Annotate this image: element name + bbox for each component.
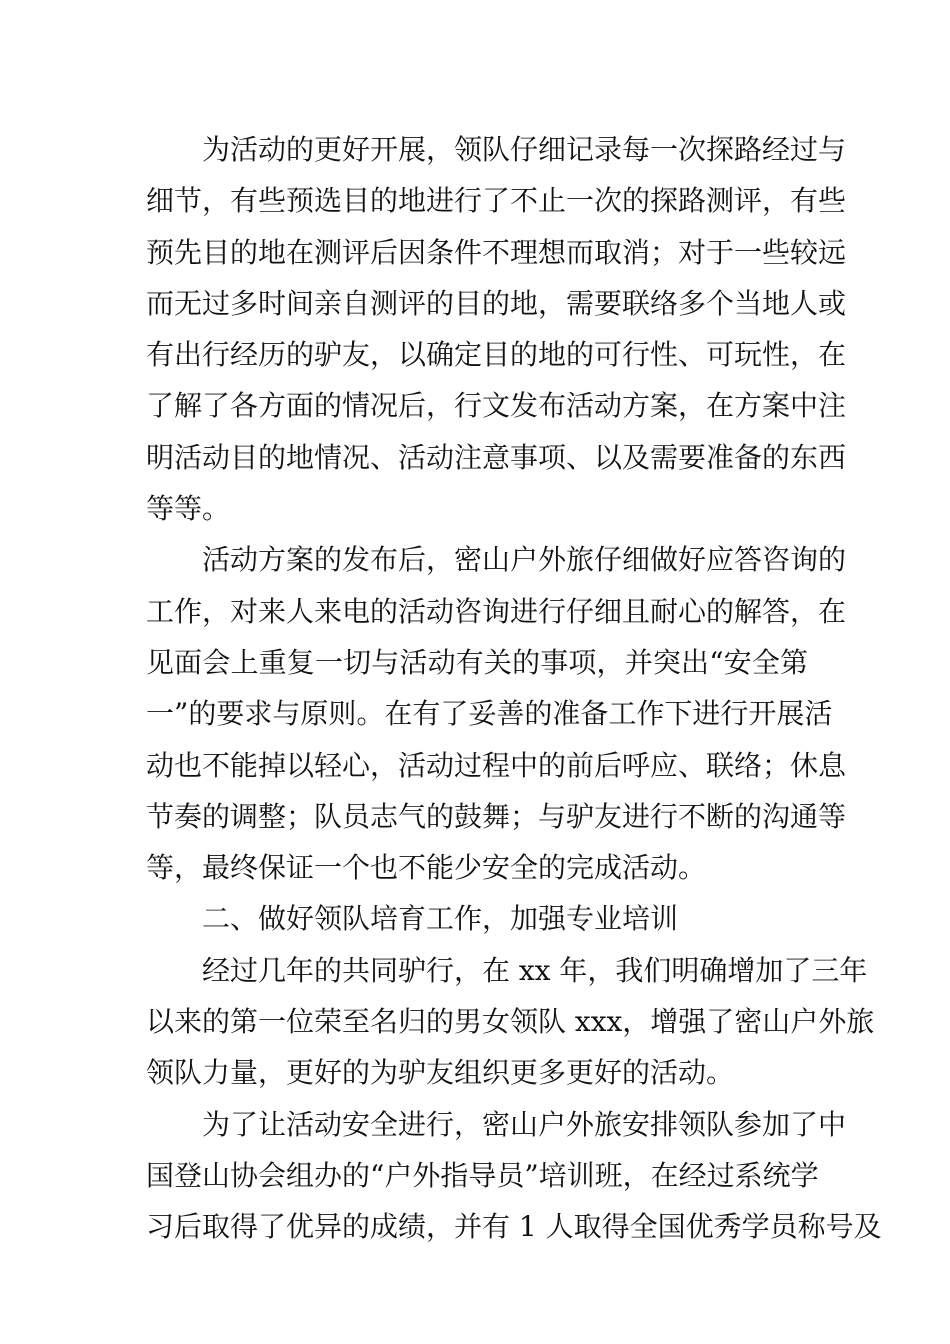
text-line: 为了让活动安全进行，密山户外旅安排领队参加了中 — [202, 1107, 847, 1141]
text-line: 而无过多时间亲自测评的目的地，需要联络多个当地人或 — [146, 286, 847, 320]
text-line: 动也不能掉以轻心，活动过程中的前后呼应、联络；休息 — [146, 748, 847, 782]
text-line: 见面会上重复一切与活动有关的事项，并突出“安全第 — [146, 645, 808, 679]
text-line: 节奏的调整；队员志气的鼓舞；与驴友进行不断的沟通等 — [146, 799, 847, 833]
text-line: 领队力量，更好的为驴友组织更多更好的活动。 — [146, 1056, 735, 1090]
text-line: 等等。 — [146, 492, 231, 526]
text-line: 习后取得了优异的成绩，并有 1 人取得全国优秀学员称号及 — [146, 1210, 882, 1244]
text-line: 预先目的地在测评后因条件不理想而取消；对于一些较远 — [146, 235, 847, 269]
text-line: 等，最终保证一个也不能少安全的完成活动。 — [146, 851, 707, 885]
text-line: 一”的要求与原则。在有了妥善的准备工作下进行开展活 — [146, 697, 833, 731]
text-line: 了解了各方面的情况后，行文发布活动方案，在方案中注 — [146, 389, 847, 423]
document-body — [146, 124, 882, 1253]
text-line: 国登山协会组办的“户外指导员”培训班，在经过系统学 — [146, 1158, 819, 1192]
section-heading: 二、做好领队培育工作，加强专业培训 — [202, 902, 679, 936]
text-line: 有出行经历的驴友，以确定目的地的可行性、可玩性，在 — [146, 338, 847, 372]
text-line: 经过几年的共同驴行，在 xx 年，我们明确增加了三年 — [202, 953, 868, 987]
text-line: 活动方案的发布后，密山户外旅仔细做好应答咨询的 — [202, 543, 847, 577]
text-line: 为活动的更好开展，领队仔细记录每一次探路经过与 — [202, 133, 847, 166]
text-line: 明活动目的地情况、活动注意事项、以及需要准备的东西 — [146, 440, 847, 474]
text-line: 以来的第一位荣至名归的男女领队 xxx，增强了密山户外旅 — [146, 1005, 875, 1039]
text-line: 细节，有些预选目的地进行了不止一次的探路测评，有些 — [146, 184, 847, 218]
text-line: 工作，对来人来电的活动咨询进行仔细且耐心的解答，在 — [146, 594, 847, 628]
